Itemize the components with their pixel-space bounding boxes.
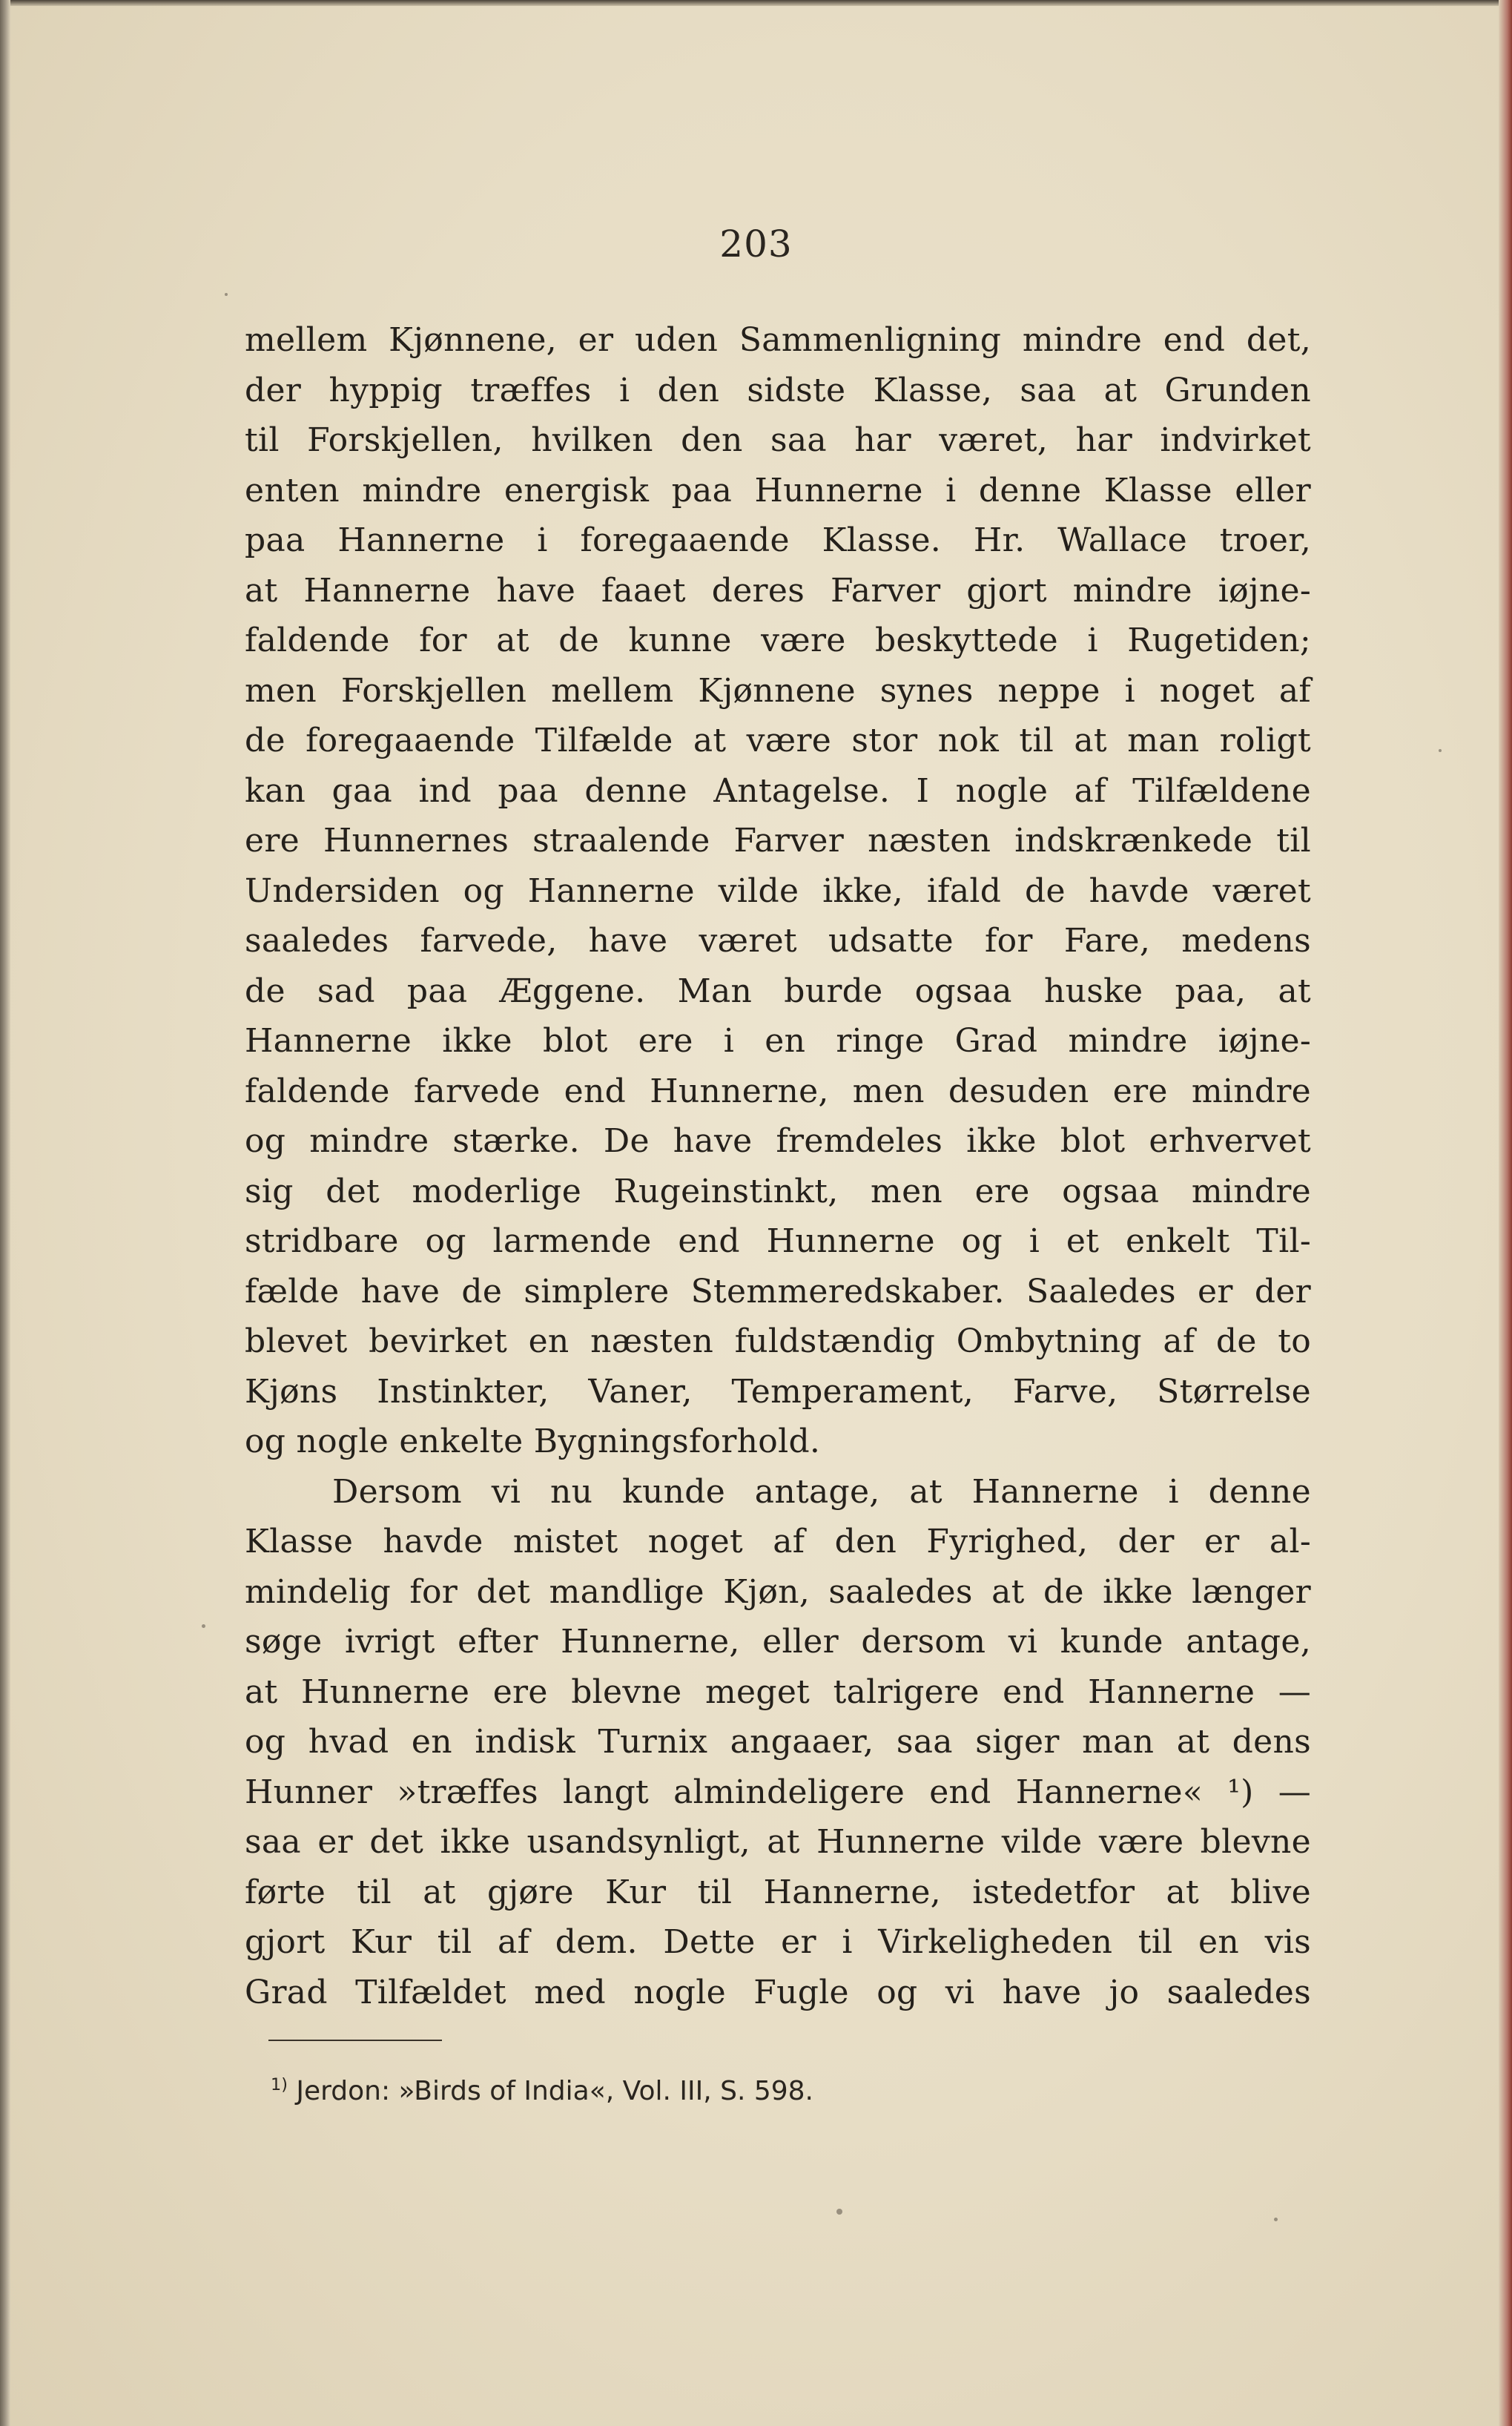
text-line: til Forskjellen, hvilken den saa har været, har indvirket bbox=[245, 421, 1311, 459]
text-line: Grad Tilfældet med nogle Fugle og vi have jo saaledes bbox=[245, 1973, 1311, 2011]
paper-speck bbox=[1439, 749, 1442, 752]
paper-speck bbox=[202, 1624, 205, 1628]
paper-speck bbox=[225, 293, 228, 296]
text-line: saaledes farvede, have været udsatte for Fare, medens bbox=[245, 922, 1311, 960]
text-line: blevet bevirket en næsten fuldstændig Ombytning af de to bbox=[245, 1322, 1311, 1360]
text-line: søge ivrigt efter Hunnerne, eller dersom vi kunde antage, bbox=[245, 1623, 1311, 1661]
text-line: faldende farvede end Hunnerne, men desuden ere mindre bbox=[245, 1072, 1311, 1110]
footnote-text: Jerdon: »Birds of India«, Vol. III, S. 598. bbox=[296, 2076, 813, 2106]
text-line: fælde have de simplere Stemmeredskaber. Saaledes er der bbox=[245, 1272, 1311, 1311]
text-line: Undersiden og Hannerne vilde ikke, ifald de havde været bbox=[245, 871, 1311, 910]
paper-speck bbox=[1274, 2218, 1278, 2221]
page-number: 203 bbox=[719, 223, 793, 266]
body-text bbox=[245, 315, 1311, 2017]
footnote-rule bbox=[268, 2040, 442, 2041]
text-line: gjort Kur til af dem. Dette er i Virkeligheden til en vis bbox=[245, 1923, 1311, 1961]
text-line: kan gaa ind paa denne Antagelse. I nogle af Tilfældene bbox=[245, 771, 1311, 810]
text-line: men Forskjellen mellem Kjønnene synes neppe i noget af bbox=[245, 671, 1311, 710]
paragraph-end-line: og nogle enkelte Bygningsforhold. bbox=[245, 1423, 821, 1460]
footnote bbox=[271, 2074, 813, 2109]
text-line: Hunner »træffes langt almindeligere end Hannerne« ¹) — bbox=[245, 1773, 1311, 1811]
paper-speck bbox=[836, 2209, 842, 2215]
text-line: Klasse havde mistet noget af den Fyrighed, der er al- bbox=[245, 1523, 1311, 1560]
text-line: stridbare og larmende end Hunnerne og i et enkelt Til- bbox=[245, 1222, 1311, 1260]
text-line: Kjøns Instinkter, Vaner, Temperament, Farve, Størrelse bbox=[245, 1372, 1311, 1411]
text-line: sig det moderlige Rugeinstinkt, men ere ogsaa mindre bbox=[245, 1172, 1311, 1210]
text-line: at Hannerne have faaet deres Farver gjort mindre iøjne- bbox=[245, 571, 1311, 610]
text-line: saa er det ikke usandsynligt, at Hunnerne vilde være blevne bbox=[245, 1823, 1311, 1861]
page-top-edge bbox=[0, 0, 1512, 6]
text-line: der hyppig træffes i den sidste Klasse, saa at Grunden bbox=[245, 371, 1311, 409]
text-line: enten mindre energisk paa Hunnerne i denne Klasse eller bbox=[245, 471, 1311, 510]
text-line: ere Hunnernes straalende Farver næsten indskrænkede til bbox=[245, 822, 1311, 860]
text-line: førte til at gjøre Kur til Hannerne, istedetfor at blive bbox=[245, 1873, 1311, 1911]
text-line: og mindre stærke. De have fremdeles ikke blot erhvervet bbox=[245, 1122, 1311, 1160]
text-line: at Hunnerne ere blevne meget talrigere end Hannerne — bbox=[245, 1672, 1311, 1711]
text-line: mindelig for det mandlige Kjøn, saaledes at de ikke længer bbox=[245, 1572, 1311, 1611]
text-line: mellem Kjønnene, er uden Sammenligning mindre end det, bbox=[245, 321, 1311, 359]
text-line: faldende for at de kunne være beskyttede i Rugetiden; bbox=[245, 622, 1311, 659]
text-line: paa Hannerne i foregaaende Klasse. Hr. Wallace troer, bbox=[245, 521, 1311, 559]
page-right-edge bbox=[1499, 0, 1512, 2426]
text-line: Hannerne ikke blot ere i en ringe Grad mindre iøjne- bbox=[245, 1022, 1311, 1060]
paragraph-start-line: Dersom vi nu kunde antage, at Hannerne i denne bbox=[332, 1472, 1311, 1511]
footnote-marker: 1) bbox=[271, 2075, 288, 2094]
text-line: de sad paa Æggene. Man burde ogsaa huske paa, at bbox=[245, 972, 1311, 1010]
text-line: de foregaaende Tilfælde at være stor nok til at man roligt bbox=[245, 722, 1311, 759]
text-line: og hvad en indisk Turnix angaaer, saa siger man at dens bbox=[245, 1723, 1311, 1761]
page-left-edge bbox=[0, 0, 10, 2426]
